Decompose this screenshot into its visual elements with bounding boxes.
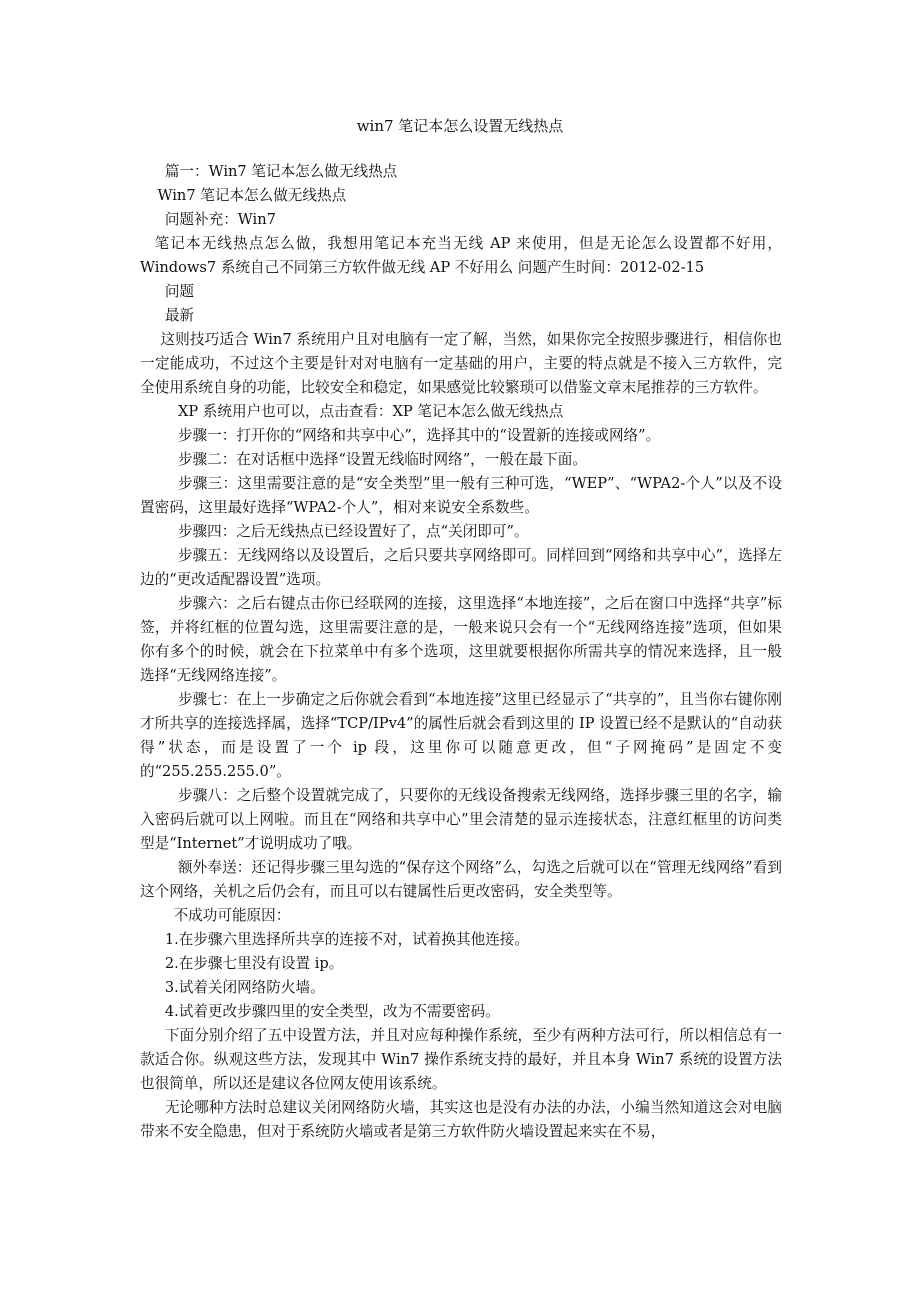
question-supplement: 问题补充：Win7 xyxy=(164,211,276,228)
step-paragraph: 步骤六：之后右键点击你已经联网的连接，这里选择“本地连接”，之后在窗口中选择“共享”标签，并将红框的位置勾选，这里需要注意的是，一般来说只会有一个“无线网络连接”选项，但如果你有多个的时候，就会在下拉菜单中有多个选项，这里就要根据你所需共享的情况来选择，且一般选择“无线网络连接”。 xyxy=(140,595,782,684)
step-paragraph: 步骤七：在上一步确定之后你就会看到“本地连接”这里已经显示了“共享的”，且当你右键你刚才所共享的连接选择属，选择“TCP/IPv4”的属性后就会看到这里的 IP 设置已经不是默认的“自动获得”状态，而是设置了一个 ip 段，这里你可以随意更改，但“子网掩码”是固定不变的“255.255.255.0”。 xyxy=(140,691,782,780)
paragraph: 无论哪种方法时总建议关闭网络防火墙，其实这也是没有办法的办法，小编当然知道这会对电脑带来不安全隐患，但对于系统防火墙或者是第三方软件防火墙设置起来实在不易， xyxy=(140,1099,782,1140)
list-item: 3.试着关闭网络防火墙。 xyxy=(164,979,325,996)
step-paragraph: 步骤八：之后整个设置就完成了，只要你的无线设备搜索无线网络，选择步骤三里的名字，输入密码后就可以上网啦。而且在“网络和共享中心”里会清楚的显示连接状态，注意红框里的访问类型是“Internet”才说明成功了哦。 xyxy=(140,787,782,852)
document-body xyxy=(140,160,782,1144)
document-title: win7 笔记本怎么设置无线热点 xyxy=(356,117,564,135)
paragraph: 下面分别介绍了五中设置方法，并且对应每种操作系统，至少有两种方法可行，所以相信总有一款适合你。纵观这些方法，发现其中 Win7 操作系统支持的最好，并且本身 Win7 系统的设置方法也很简单，所以还是建议各位网友使用该系统。 xyxy=(140,1027,782,1092)
subheading: Win7 笔记本怎么做无线热点 xyxy=(157,187,347,204)
list-item: 2.在步骤七里没有设置 ip。 xyxy=(164,955,344,972)
step-paragraph: 步骤二：在对话框中选择“设置无线临时网络”，一般在最下面。 xyxy=(177,451,587,468)
step-paragraph: 步骤一：打开你的“网络和共享中心”，选择其中的“设置新的连接或网络”。 xyxy=(177,427,661,444)
paragraph: 最新 xyxy=(164,307,195,324)
list-item: 4.试着更改步骤四里的安全类型，改为不需要密码。 xyxy=(164,1003,500,1020)
paragraph: 额外奉送：还记得步骤三里勾选的“保存这个网络”么，勾选之后就可以在“管理无线网络”看到这个网络，关机之后仍会有，而且可以右键属性后更改密码，安全类型等。 xyxy=(140,859,782,900)
paragraph: 这则技巧适合 Win7 系统用户且对电脑有一定了解，当然，如果你完全按照步骤进行，相信你也一定能成功，不过这个主要是针对对电脑有一定基础的用户，主要的特点就是不接入三方软件，完全使用系统自身的功能，比较安全和稳定，如果感觉比较繁琐可以借鉴文章末尾推荐的三方软件。 xyxy=(140,331,782,396)
paragraph: 问题 xyxy=(164,283,195,300)
question-body: 笔记本无线热点怎么做，我想用笔记本充当无线 AP 来使用，但是无论怎么设置都不好用，Windows7 系统自己不同第三方软件做无线 AP 不好用么 问题产生时间：2012-02-15 xyxy=(140,235,782,276)
list-item: 1.在步骤六里选择所共享的连接不对，试着换其他连接。 xyxy=(164,931,529,948)
section-heading: 篇一：Win7 笔记本怎么做无线热点 xyxy=(164,163,398,180)
step-paragraph: 步骤四：之后无线热点已经设置好了，点“关闭即可”。 xyxy=(177,523,529,540)
step-paragraph: 步骤五：无线网络以及设置后，之后只要共享网络即可。同样回到“网络和共享中心”，选择左边的“更改适配器设置”选项。 xyxy=(140,547,782,588)
paragraph: XP 系统用户也可以，点击查看：XP 笔记本怎么做无线热点 xyxy=(177,403,564,420)
list-heading: 不成功可能原因： xyxy=(173,907,291,924)
step-paragraph: 步骤三：这里需要注意的是“安全类型”里一般有三种可选，“WEP”、“WPA2-个人”以及不设置密码，这里最好选择“WPA2-个人”，相对来说安全系数些。 xyxy=(140,475,782,516)
